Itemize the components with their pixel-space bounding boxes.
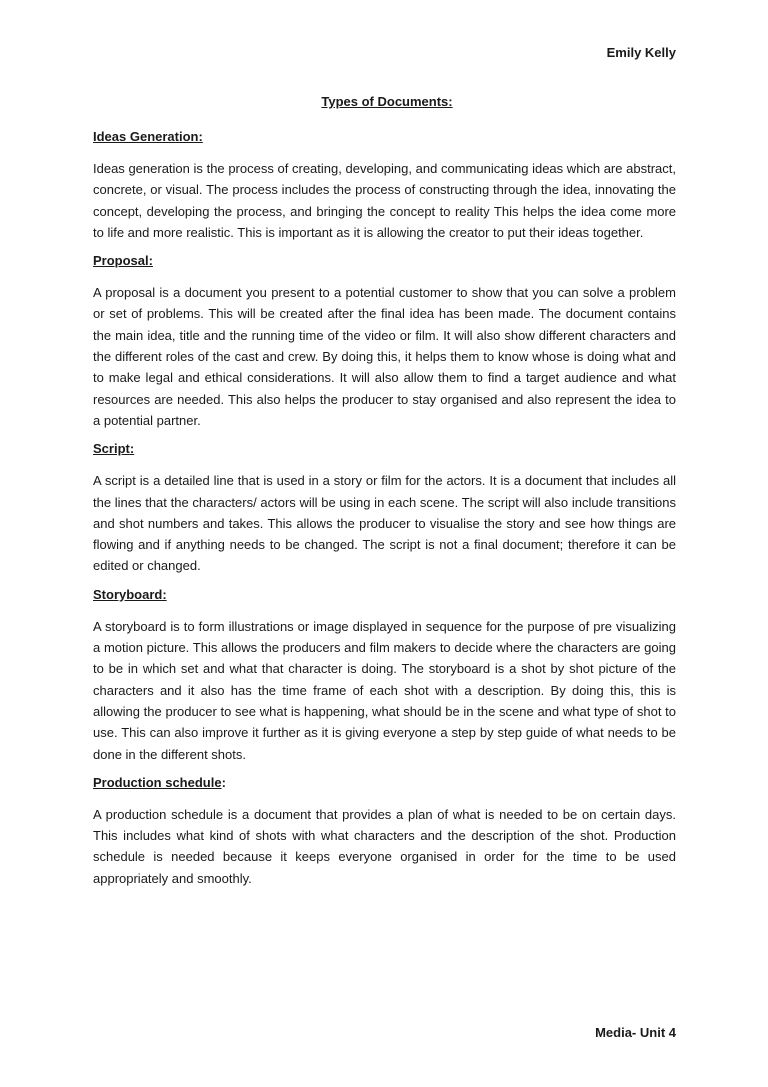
section-proposal — [93, 252, 676, 431]
section-heading-text: Production schedule — [93, 774, 222, 790]
section-script — [93, 440, 676, 576]
section-body: A production schedule is a document that provides a plan of what is needed to be on certain days. This includes what kind of shots with what characters and the description of the shot. Production schedule is needed because it keeps everyone organised in order for the time to be used appropriately and smoothly. — [93, 806, 676, 886]
footer-unit: Media- Unit 4 — [595, 1025, 676, 1040]
section-body: Ideas generation is the process of creating, developing, and communicating ideas which are abstract, concrete, or visual. The process includes the process of constructing through the idea, innovating the concept, developing the process, and bringing the concept to reality This helps the idea come more to life and more realistic. This is important as it is allowing the creator to put their ideas together. — [93, 161, 676, 240]
section-heading: Ideas Generation: — [93, 129, 203, 144]
section-ideas-generation — [93, 128, 676, 243]
section-body: A storyboard is to form illustrations or image displayed in sequence for the purpose of pre visualizing a motion picture. This allows the producers and film makers to decide where the characters are going to be in which set and what that character is doing. The storyboard is a shot by shot picture of the characters and it also has the time frame of each shot with a description. By doing this, this is allowing the producer to see what is happening, what should be in the scene and what type of shot to use. This can also improve it further as it is giving everyone a step by step guide of what needs to be done in the different shots. — [93, 618, 676, 762]
section-body: A proposal is a document you present to a potential customer to show that you can solve a problem or set of problems. This will be created after the final idea has been made. The document contains the main idea, title and the running time of the video or film. It will also show different characters and the different roles of the cast and crew. By doing this, it helps them to know whose is doing what and to make legal and ethical considerations. It will also allow them to find a target audience and what resources are needed. This also helps the producer to stay organised and also represent the idea to a potential partner. — [93, 285, 676, 428]
section-body: A script is a detailed line that is used in a story or film for the actors. It is a document that includes all the lines that the characters/ actors will be using in each scene. The script will also include transitions and shot numbers and takes. This allows the producer to visualise the story and see how things are flowing and if anything needs to be changed. The script is not a final document; therefore it can be edited or changed. — [93, 473, 676, 574]
document-body — [93, 128, 676, 898]
section-heading: Script: — [93, 441, 135, 457]
header-author: Emily Kelly — [606, 45, 676, 60]
page-title: Types of Documents: — [321, 94, 453, 109]
section-heading: Proposal: — [93, 253, 153, 269]
section-heading-colon: : — [221, 774, 226, 790]
section-heading: Storyboard: — [93, 586, 167, 602]
section-heading — [93, 774, 676, 792]
section-storyboard — [93, 586, 676, 765]
section-production-schedule — [93, 774, 676, 889]
